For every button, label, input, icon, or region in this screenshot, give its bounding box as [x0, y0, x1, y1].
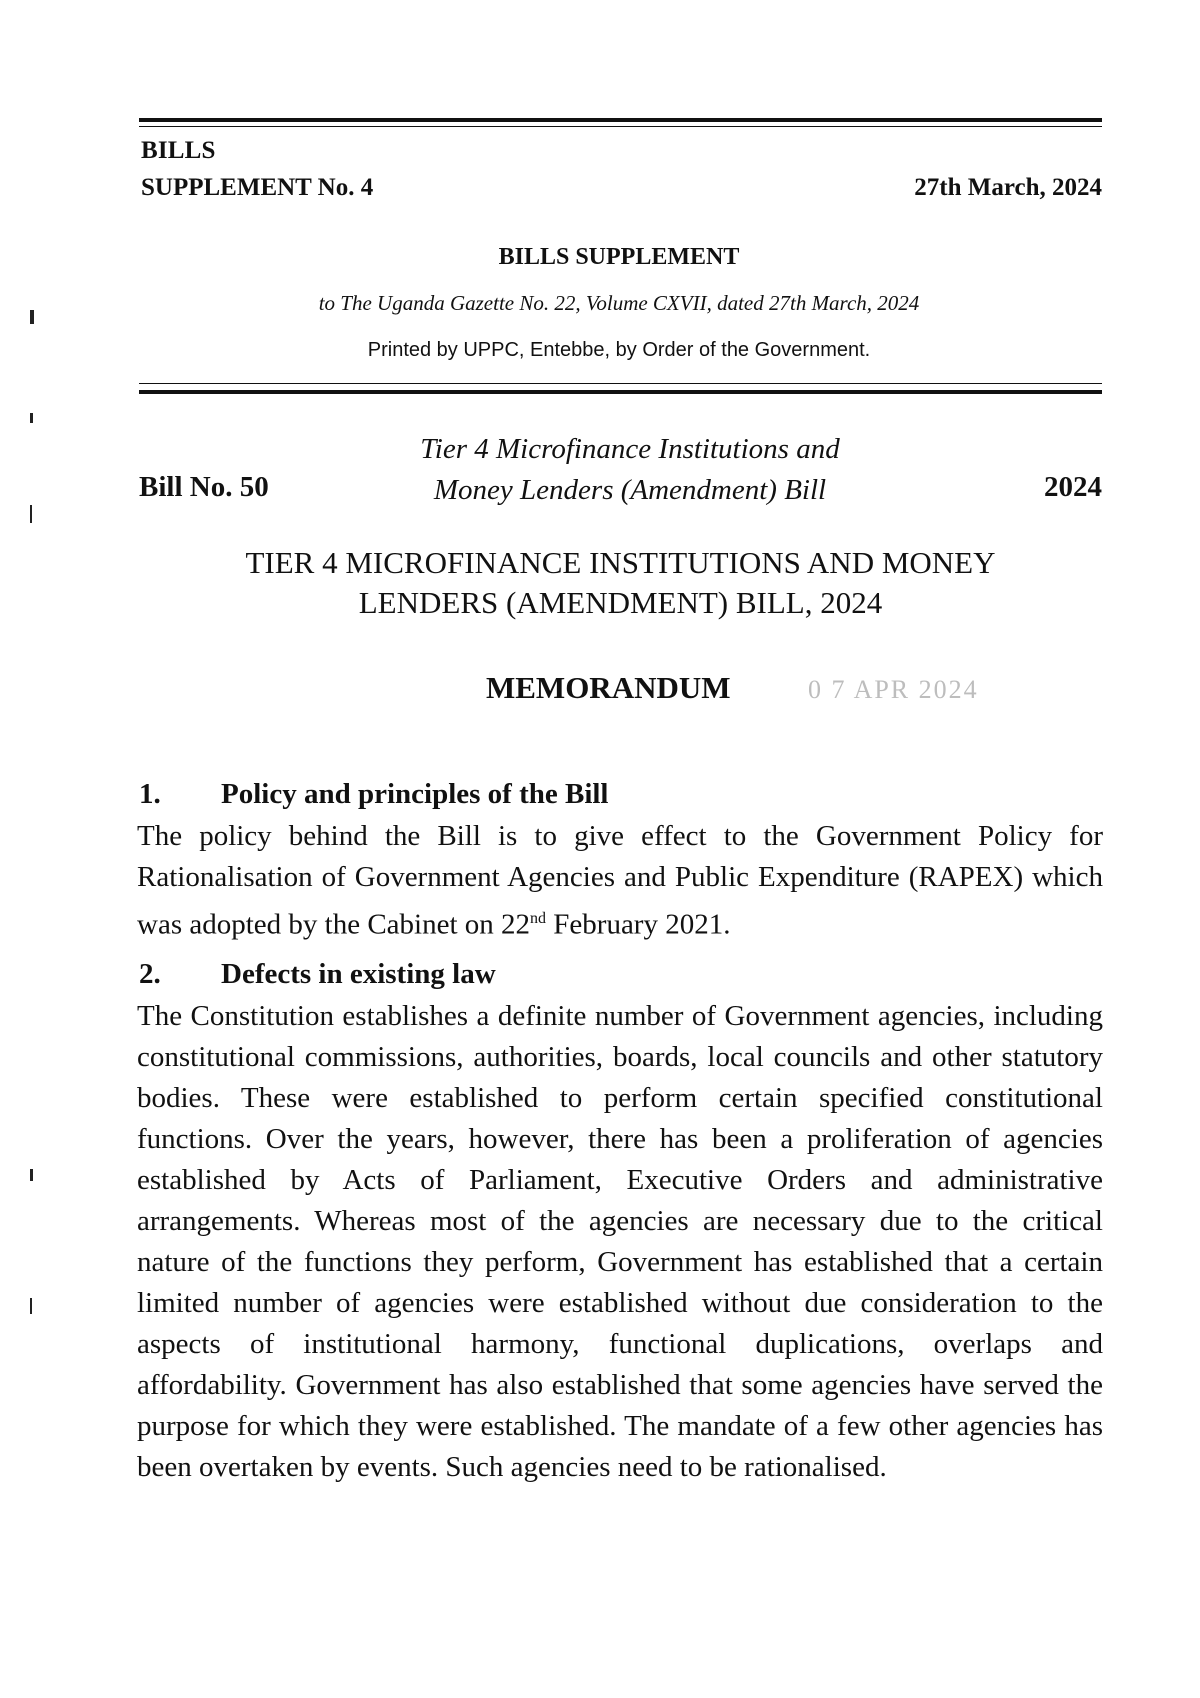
bill-short-title-line-1: Tier 4 Microfinance Institutions and — [420, 433, 840, 465]
divider-rule-thick — [139, 390, 1102, 394]
bill-number: Bill No. 50 — [139, 471, 269, 503]
scan-margin-mark — [30, 1169, 33, 1181]
section-number: 2. — [139, 958, 161, 990]
section-title: Policy and principles of the Bill — [221, 778, 609, 810]
scan-margin-mark — [30, 413, 33, 423]
scan-margin-mark — [30, 1298, 32, 1314]
bills-label: BILLS — [141, 137, 216, 164]
bill-long-title-line-1: TIER 4 MICROFINANCE INSTITUTIONS AND MONEY — [245, 545, 996, 580]
memorandum-heading: MEMORANDUM — [486, 670, 731, 705]
header-rule-thin — [139, 126, 1102, 127]
supplement-date: 27th March, 2024 — [914, 174, 1102, 201]
section-heading — [139, 958, 496, 991]
received-stamp: 0 7 APR 2024 — [808, 675, 979, 704]
ordinal-suffix: nd — [530, 910, 547, 927]
scan-margin-mark — [30, 505, 32, 523]
section-title: Defects in existing law — [221, 958, 496, 990]
section-number: 1. — [139, 778, 161, 810]
bill-long-title — [139, 543, 1102, 623]
section-paragraph: The Constitution establishes a definite number of Government agencies, including constitutional commissions, authorities, boards, local councils and other statutory bodies. These were established to perform certain specified constitutional functions. Over the years, however, there has been a proliferation of agencies established by Acts of Parliament, Executive Orders and administrative arrangements. Whereas most of the agencies are necessary due to the critical nature of the functions they perform, Government has established that a certain limited number of agencies were established without due consideration to the aspects of institutional harmony, functional duplications, overlaps and affordability. Government has also established that some agencies have served the purpose for which they were established. The mandate of a few other agencies has been overtaken by events. Such agencies need to be rationalised. — [137, 1000, 1103, 1483]
bill-long-title-line-2: LENDERS (AMENDMENT) BILL, 2024 — [358, 585, 883, 620]
bill-short-title — [340, 429, 920, 511]
section-heading — [139, 778, 609, 811]
gazette-reference: to The Uganda Gazette No. 22, Volume CXVII, dated 27th March, 2024 — [318, 291, 920, 315]
printer-note: Printed by UPPC, Entebbe, by Order of the Government. — [367, 339, 871, 361]
supplement-number: SUPPLEMENT No. 4 — [141, 174, 374, 201]
section-paragraph — [137, 816, 1103, 946]
bill-short-title-line-2: Money Lenders (Amendment) Bill — [433, 474, 827, 506]
header-rule-thick — [139, 118, 1102, 122]
bill-year: 2024 — [1044, 471, 1102, 503]
bills-supplement-title: BILLS SUPPLEMENT — [498, 244, 740, 270]
divider-rule-thin — [139, 383, 1102, 384]
paragraph-text: The policy behind the Bill is to give effect to the Government Policy for Rationalisation of Government Agencies and Public Expenditure (RAPEX) which was adopted by the Cabinet on 22 — [137, 820, 1103, 941]
paragraph-text: February 2021. — [546, 908, 731, 941]
scan-margin-mark — [30, 310, 34, 324]
